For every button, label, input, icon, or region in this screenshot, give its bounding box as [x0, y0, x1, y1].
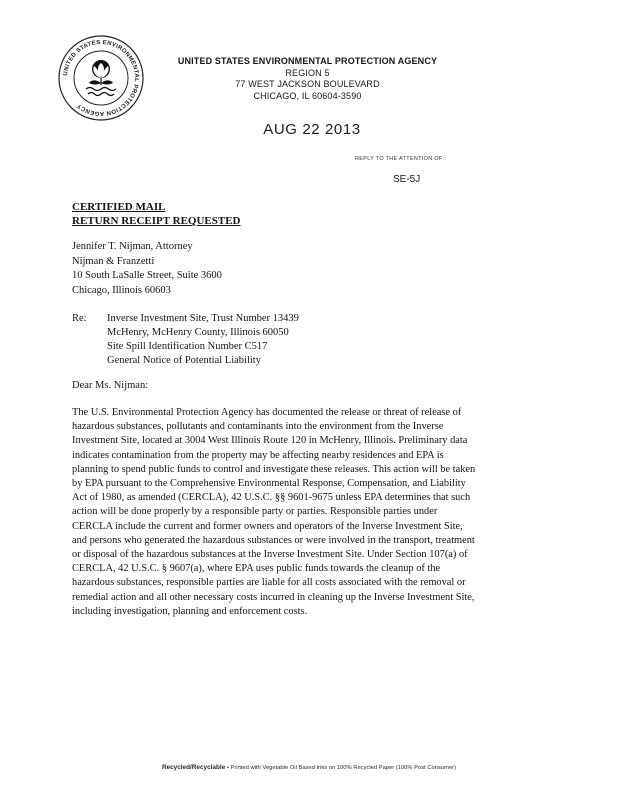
re-line: Inverse Investment Site, Trust Number 13439	[107, 313, 299, 324]
body-line: Investment Site, located at 3004 West Illinois Route 120 in McHenry, Illinois. Preliminary data	[72, 435, 468, 447]
body-line: CERCLA, 42 U.S.C. § 9607(a), where EPA uses public funds towards the cleanup of the	[72, 563, 441, 575]
body-line: including investigation, planning and enforcement costs.	[72, 605, 308, 617]
re-subject	[107, 312, 299, 368]
seal-text: UNITED STATES ENVIRONMENTAL PROTECTION AGENCY	[63, 39, 140, 117]
recipient-address	[72, 240, 222, 298]
body-line: planning to spend public funds to control and investigate these releases. This action will be taken	[72, 463, 476, 475]
recipient-street: 10 South LaSalle Street, Suite 3600	[72, 270, 222, 281]
flower-icon	[89, 60, 113, 85]
return-receipt: RETURN RECEIPT REQUESTED	[72, 215, 241, 227]
body-line: Act of 1980, as amended (CERCLA), 42 U.S.C. §§ 9601-9675 unless EPA determines that such	[72, 492, 471, 504]
reply-to-code: SE-5J	[393, 174, 421, 185]
body-line: hazardous substances, pollutants and contaminants into the environment from the Inverse	[72, 421, 444, 433]
body-line: or disposal of the hazardous substances at the Inverse Investment Site. Under Section 107(a) of	[72, 549, 468, 561]
body-line: The U.S. Environmental Protection Agency has documented the release or threat of release of	[72, 407, 462, 418]
recipient-firm: Nijman & Franzetti	[72, 255, 155, 267]
recycled-footer	[0, 764, 618, 771]
recipient-city: Chicago, Illinois 60603	[72, 284, 171, 296]
body-paragraph	[72, 406, 556, 619]
street-address: 77 WEST JACKSON BOULEVARD	[235, 79, 380, 90]
letterhead	[157, 56, 458, 103]
re-line: McHenry, McHenry County, Illinois 60050	[107, 327, 289, 338]
footer-recycled: Recycled/Recyclable	[161, 764, 226, 771]
re-line: Site Spill Identification Number C517	[107, 341, 268, 352]
body-line: by EPA pursuant to the Comprehensive Environmental Response, Compensation, and Liability	[72, 478, 466, 490]
epa-seal	[56, 33, 146, 123]
re-label: Re:	[72, 313, 87, 324]
body-line: action will be done properly by a responsible party or parties. Responsible parties under	[72, 506, 438, 518]
re-line: General Notice of Potential Liability	[107, 355, 261, 366]
date-stamp: AUG 22 2013	[263, 121, 361, 138]
body-line: CERCLA include the current and former owners and operators of the Inverse Investment Site,	[72, 520, 463, 532]
body-line: remedial action and all other necessary costs incurred in cleaning up the Inverse Investment Site,	[72, 591, 475, 603]
city-address: CHICAGO, IL 60604-3590	[253, 91, 362, 102]
footer-printing-note: Printed with Vegetable Oil Based Inks on 100% Recycled Paper (100% Post Consumer)	[230, 765, 457, 771]
water-waves-icon	[86, 88, 116, 96]
reply-to-label: REPLY TO THE ATTENTION OF:	[355, 156, 445, 162]
recipient-name: Jennifer T. Nijman, Attorney	[72, 241, 193, 252]
agency-name: UNITED STATES ENVIRONMENTAL PROTECTION AGENCY	[177, 56, 438, 66]
region: REGION 5	[285, 67, 330, 78]
certified-mail: CERTIFIED MAIL	[72, 201, 166, 213]
body-line: and persons who generated the hazardous substances or were involved in the transport, treatment	[72, 534, 475, 546]
body-line: indicates contamination from the property may be affecting nearby residences and EPA is	[72, 449, 444, 461]
mail-notice	[72, 200, 241, 228]
salutation: Dear Ms. Nijman:	[72, 380, 149, 391]
footer-separator: •	[226, 765, 229, 771]
body-line: hazardous substances, responsible parties are liable for all costs associated with the removal or	[72, 577, 466, 589]
